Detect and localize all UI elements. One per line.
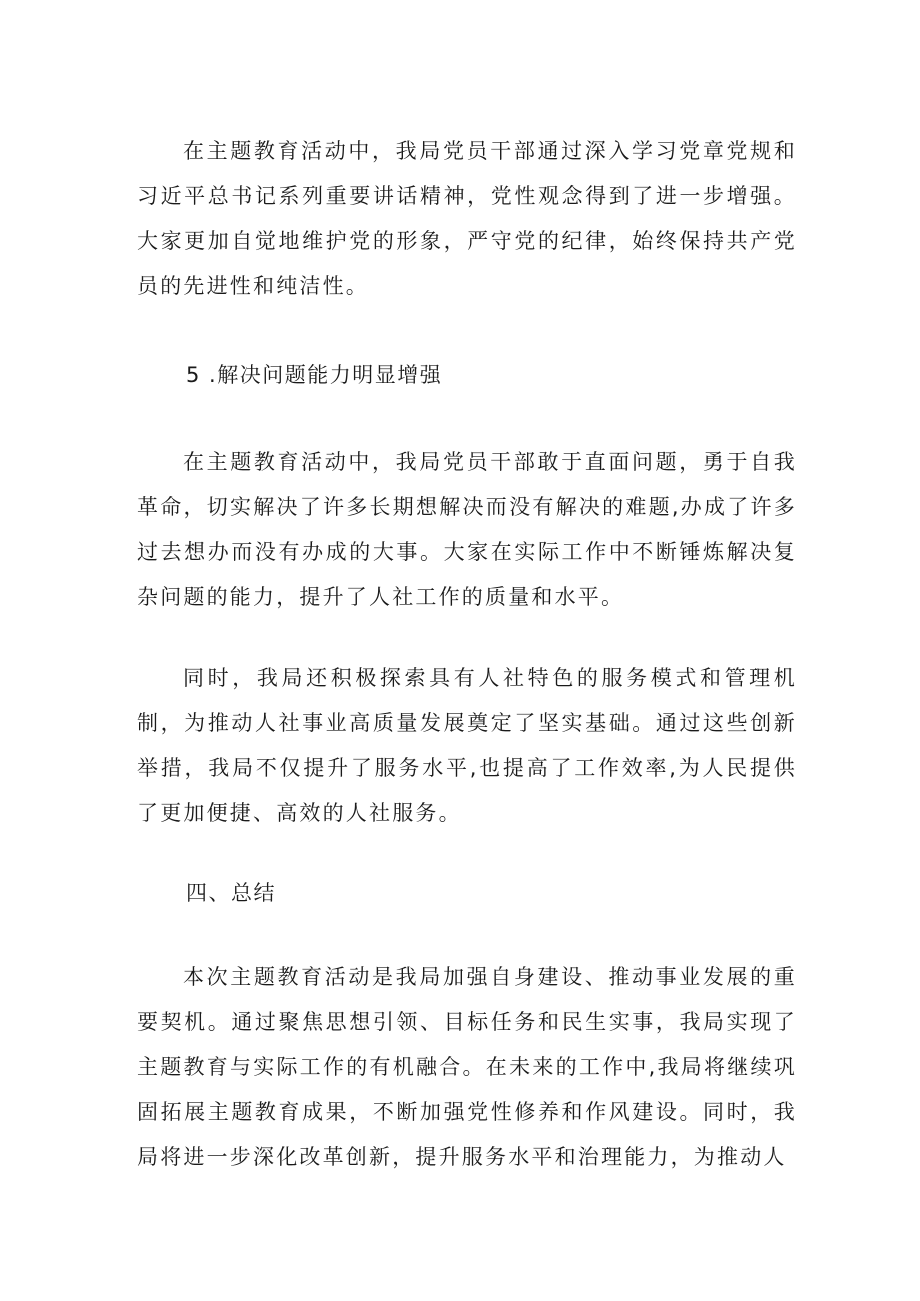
section-heading-5: 5 .解决问题能力明显增强: [186, 363, 443, 387]
paragraph-problem-solving: 在主题教育活动中，我局党员干部敢于直面问题，勇于自我革命，切实解决了许多长期想解决而没有解决的难题,办成了许多过去想办而没有办成的大事。大家在实际工作中不断锤炼解决复杂问题的能力，提升了人社工作的质量和水平。: [137, 450, 797, 609]
section-heading-summary: 四、总结: [186, 881, 276, 905]
paragraph-innovation: 同时，我局还积极探索具有人社特色的服务模式和管理机制，为推动人社事业高质量发展奠定了坚实基础。通过这些创新举措，我局不仅提升了服务水平,也提高了工作效率,为人民提供了更加便捷、高效的人社服务。: [137, 666, 797, 825]
paragraph-summary: 本次主题教育活动是我局加强自身建设、推动事业发展的重要契机。通过聚焦思想引领、目标任务和民生实事，我局实现了主题教育与实际工作的有机融合。在未来的工作中,我局将继续巩固拓展主题教育成果，不断加强党性修养和作风建设。同时，我局将进一步深化改革创新，提升服务水平和治理能力，为推动人: [137, 965, 797, 1169]
paragraph-party-spirit: 在主题教育活动中，我局党员干部通过深入学习党章党规和习近平总书记系列重要讲话精神，党性观念得到了进一步增强。大家更加自觉地维护党的形象，严守党的纪律，始终保持共产党员的先进性和纯洁性。: [137, 139, 797, 298]
